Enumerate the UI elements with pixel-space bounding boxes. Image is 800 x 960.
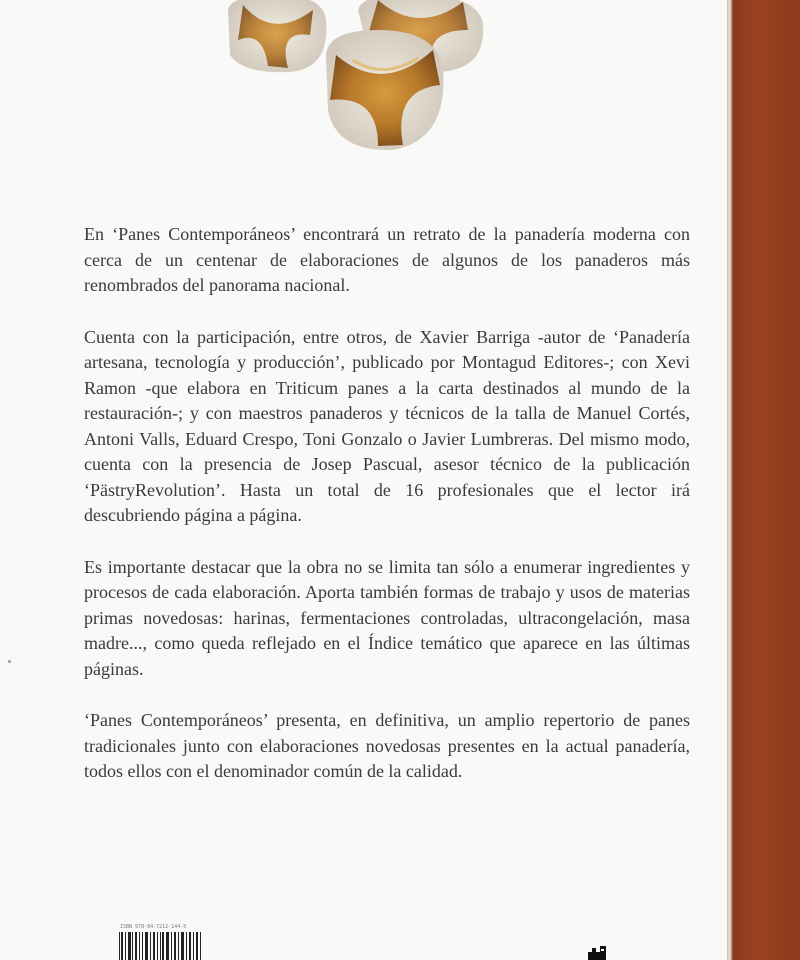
back-cover-description	[84, 222, 690, 785]
bread-loaves-image	[218, 0, 493, 160]
book-spine	[727, 0, 800, 960]
paragraph-content: Es importante destacar que la obra no se limita tan sólo a enumerar ingredientes y procesos de cada elaboración. Aporta también formas de trabajo y usos de materias primas novedosas: harinas, fermentaciones controladas, ultracongelación, masa madre..., como queda reflejado en el Índice temático que aparece en las últimas páginas.	[84, 556, 690, 679]
barcode-image	[117, 926, 205, 960]
paragraph-conclusion: ‘Panes Contemporáneos’ presenta, en definitiva, un amplio repertorio de panes tradicionales junto con elaboraciones novedosas presentes en la actual panadería, todos ellos con el denominador común de la calidad.	[84, 710, 690, 781]
publisher-logo-icon	[586, 944, 610, 960]
print-speck	[8, 660, 11, 663]
paragraph-intro: En ‘Panes Contemporáneos’ encontrará un retrato de la panadería moderna con cerca de un centenar de elaboraciones de algunos de los panaderos más renombrados del panorama nacional.	[84, 224, 690, 295]
bread-loaf-left	[228, 0, 326, 72]
barcode-number: ISBN 978-84-7212-144-5	[120, 924, 187, 930]
paragraph-contributors: Cuenta con la participación, entre otros, de Xavier Barriga -autor de ‘Panadería artesana, tecnología y producción’, publicado por Montagud Editores-; con Xevi Ramon -que elabora en Triticum panes a la carta destinados al mundo de la restauración-; y con maestros panaderos y técnicos de la talla de Manuel Cortés, Antoni Valls, Eduard Crespo, Toni Gonzalo o Javier Lumbreras. Del mismo modo, cuenta con la presencia de Josep Pascual, asesor técnico de la publicación ‘PästryRevolution’. Hasta un total de 16 profesionales que el lector irá descubriendo página a página.	[84, 326, 690, 525]
bread-loaf-front	[326, 30, 443, 150]
